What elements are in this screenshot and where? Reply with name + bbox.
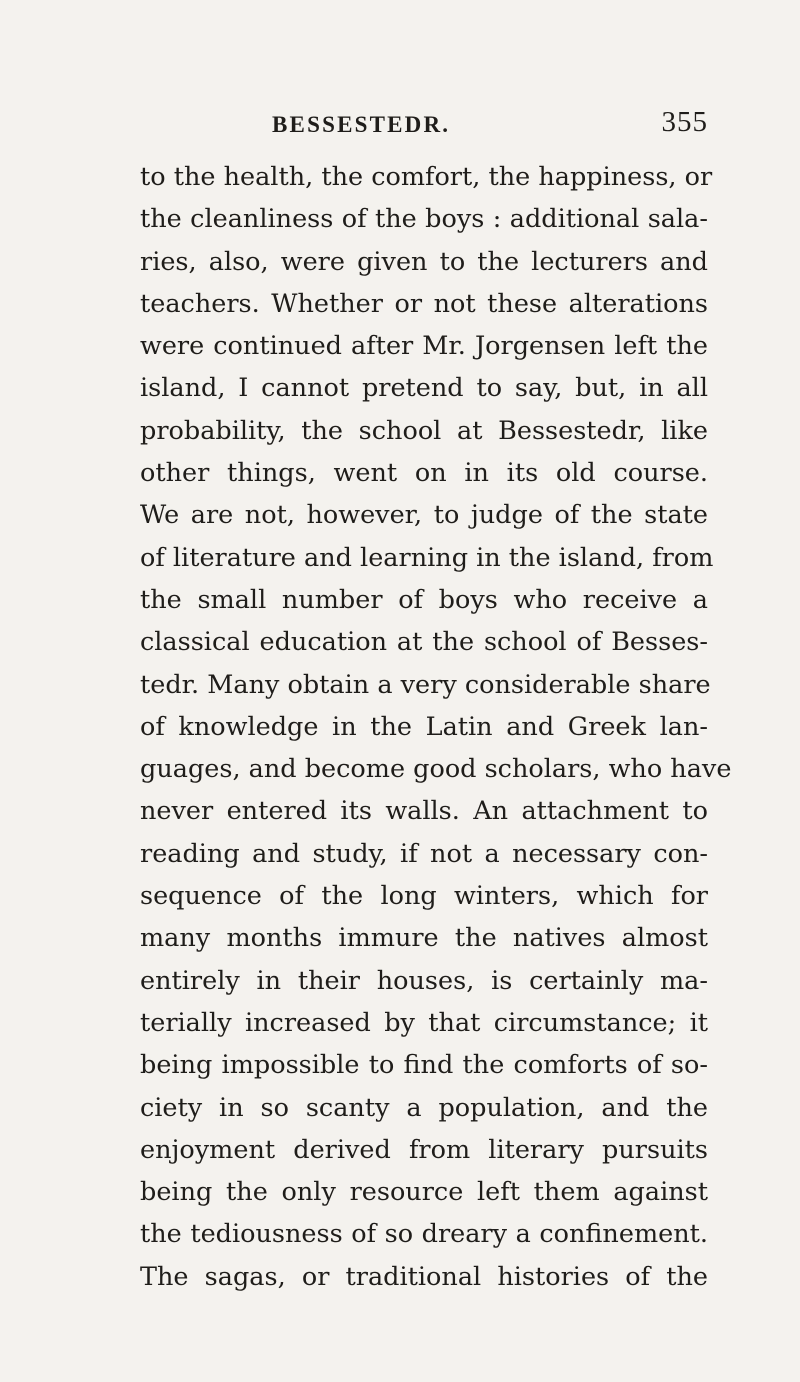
text-line: guages, and become good scholars, who have: [140, 754, 732, 785]
text-line: classical education at the school of Besses-: [140, 627, 708, 658]
text-line: to the health, the comfort, the happiness, or: [140, 162, 713, 192]
text-line: being impossible to find the comforts of so-: [140, 1050, 708, 1081]
text-line: probability, the school at Bessestedr, like: [140, 415, 708, 446]
body-text: [140, 156, 732, 1298]
text-line: island, I cannot pretend to say, but, in all: [140, 373, 708, 404]
text-line: reading and study, if not a necessary con-: [140, 838, 708, 869]
running-title: BESSESTEDR.: [272, 112, 451, 137]
text-line: entirely in their houses, is certainly ma-: [140, 965, 708, 996]
text-line: the small number of boys who receive a: [140, 584, 708, 615]
text-line: of knowledge in the Latin and Greek lan-: [140, 711, 708, 742]
page-number: 355: [661, 106, 708, 138]
text-line: ciety in so scanty a population, and the: [140, 1092, 708, 1123]
text-line: the cleanliness of the boys : additional sala-: [140, 204, 708, 235]
running-head: [140, 106, 708, 152]
text-line: We are not, however, to judge of the state: [140, 500, 708, 531]
text-line: enjoyment derived from literary pursuits: [140, 1134, 708, 1165]
text-line: ries, also, were given to the lecturers and: [140, 246, 708, 277]
text-line: other things, went on in its old course.: [140, 458, 708, 489]
text-line: being the only resource left them against: [140, 1177, 708, 1208]
text-line: tedr. Many obtain a very considerable share: [140, 669, 711, 700]
text-line: the tediousness of so dreary a confinement.: [140, 1219, 708, 1250]
text-line: never entered its walls. An attachment to: [140, 796, 708, 827]
text-line: sequence of the long winters, which for: [140, 881, 708, 912]
text-line: many months immure the natives almost: [140, 923, 708, 954]
text-line: teachers. Whether or not these alterations: [140, 288, 708, 319]
text-line: were continued after Mr. Jorgensen left the: [140, 331, 708, 362]
text-line: The sagas, or traditional histories of the: [140, 1261, 708, 1292]
text-line: of literature and learning in the island, from: [140, 542, 714, 573]
text-line: terially increased by that circumstance; it: [140, 1007, 708, 1038]
